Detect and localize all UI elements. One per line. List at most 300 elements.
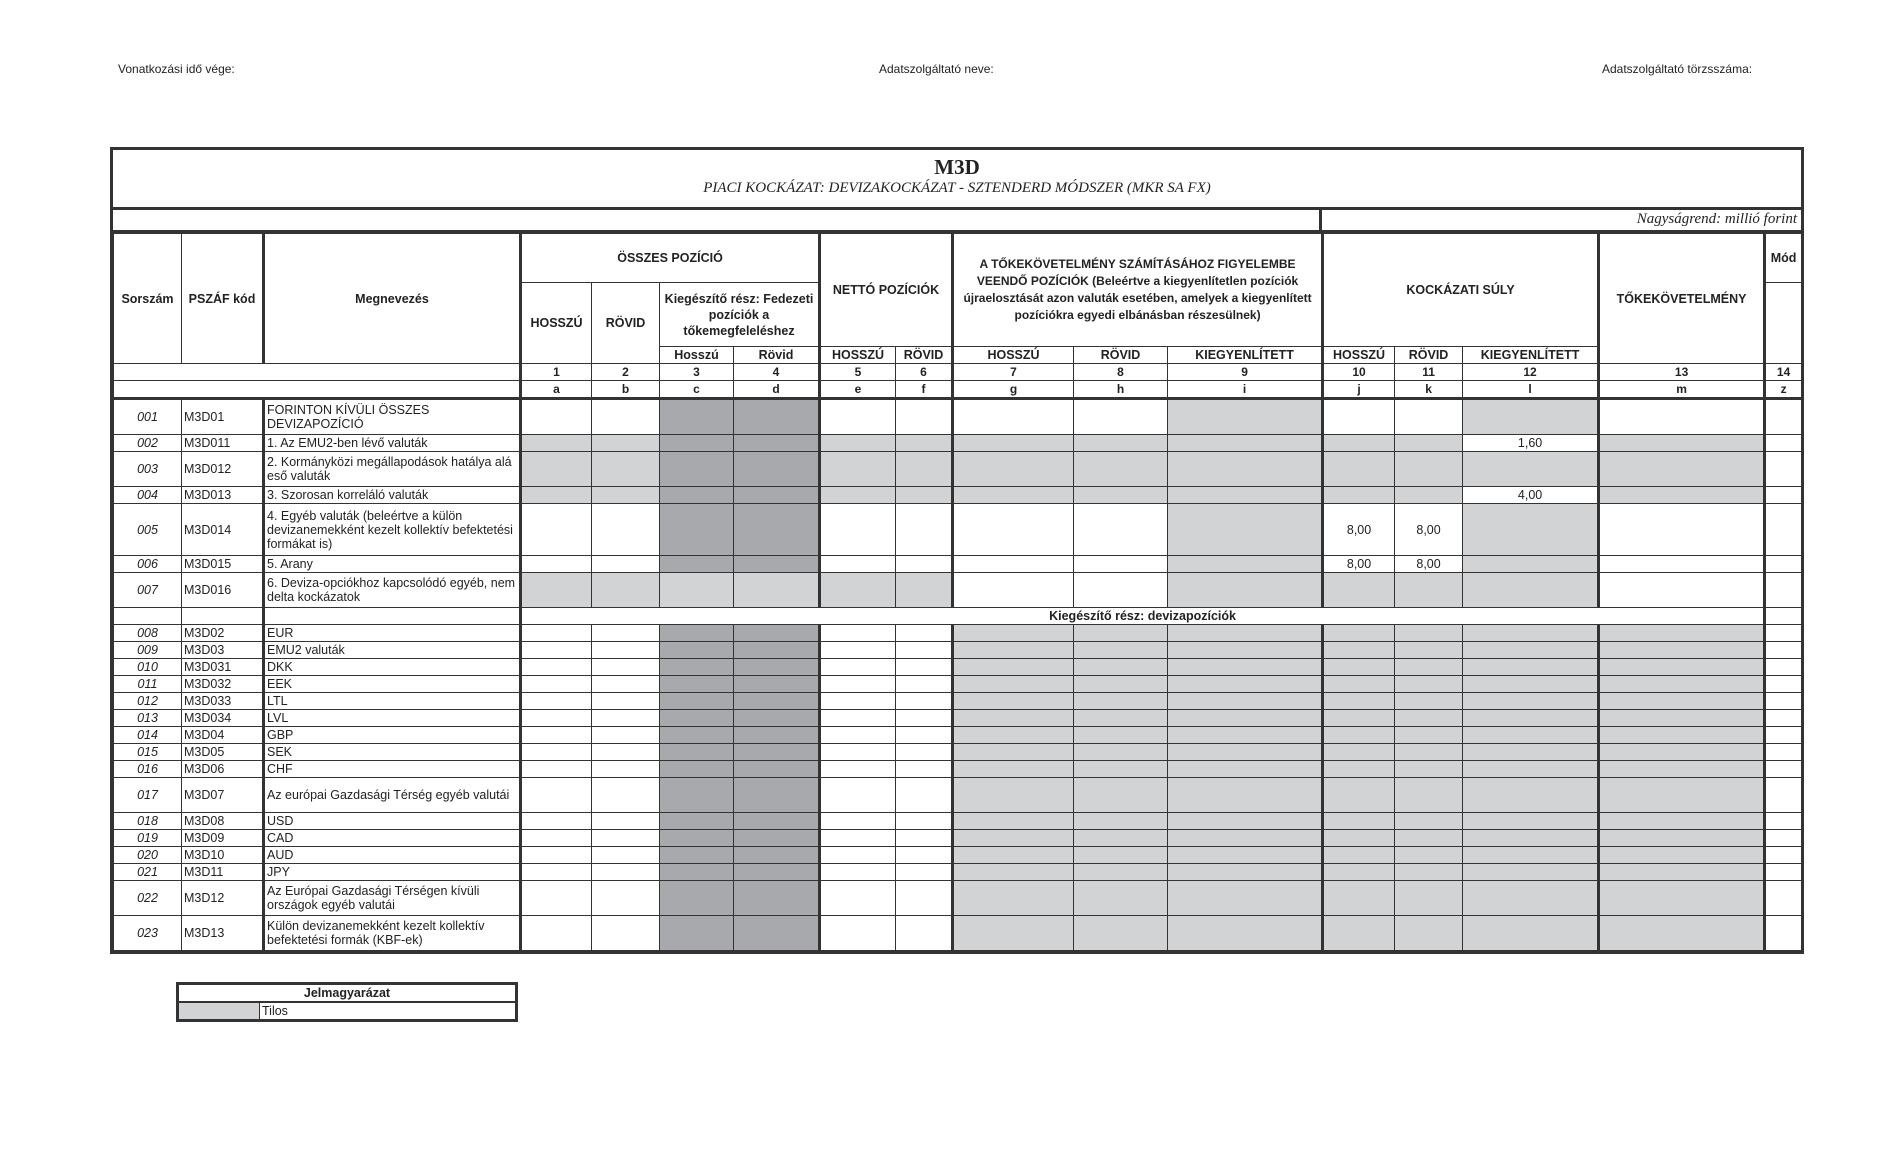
value-cell-j bbox=[1323, 487, 1395, 504]
value-cell-k[interactable]: 8,00 bbox=[1395, 556, 1463, 573]
value-cell-b[interactable] bbox=[592, 830, 660, 847]
value-cell-b[interactable] bbox=[592, 625, 660, 642]
value-cell-e[interactable] bbox=[820, 556, 896, 573]
row-label: EMU2 valuták bbox=[264, 642, 521, 659]
value-cell-m bbox=[1599, 435, 1765, 452]
column-number-11: 11 bbox=[1395, 364, 1463, 381]
value-cell-l bbox=[1463, 864, 1599, 881]
col-head-kiegeszito: Kiegészítő rész: Fedezeti pozíciók a tőkemegfeleléshez bbox=[660, 283, 820, 347]
value-cell-z[interactable] bbox=[1765, 761, 1802, 778]
value-cell-f[interactable] bbox=[896, 710, 953, 727]
value-cell-a[interactable] bbox=[521, 761, 592, 778]
value-cell-k[interactable]: 8,00 bbox=[1395, 504, 1463, 556]
value-cell-l bbox=[1463, 727, 1599, 744]
row-number: 006 bbox=[114, 556, 182, 573]
value-cell-j bbox=[1323, 625, 1395, 642]
value-cell-e bbox=[820, 452, 896, 487]
table-row bbox=[114, 435, 1802, 452]
value-cell-a[interactable] bbox=[521, 830, 592, 847]
value-cell-j bbox=[1323, 710, 1395, 727]
column-letter-b: b bbox=[592, 381, 660, 399]
row-code: M3D011 bbox=[182, 435, 264, 452]
value-cell-f[interactable] bbox=[896, 847, 953, 864]
row-code: M3D013 bbox=[182, 487, 264, 504]
value-cell-b[interactable] bbox=[592, 864, 660, 881]
value-cell-e[interactable] bbox=[820, 693, 896, 710]
value-cell-l[interactable]: 1,60 bbox=[1463, 435, 1599, 452]
value-cell-l bbox=[1463, 710, 1599, 727]
value-cell-h bbox=[1074, 452, 1168, 487]
value-cell-g[interactable] bbox=[953, 399, 1074, 435]
value-cell-b bbox=[592, 487, 660, 504]
value-cell-j bbox=[1323, 435, 1395, 452]
value-cell-i bbox=[1168, 864, 1323, 881]
value-cell-b[interactable] bbox=[592, 642, 660, 659]
value-cell-d bbox=[734, 744, 820, 761]
column-number-7: 7 bbox=[953, 364, 1074, 381]
value-cell-c bbox=[660, 504, 734, 556]
value-cell-e[interactable] bbox=[820, 727, 896, 744]
value-cell-a[interactable] bbox=[521, 744, 592, 761]
value-cell-z[interactable] bbox=[1765, 659, 1802, 676]
value-cell-m[interactable] bbox=[1599, 573, 1765, 608]
value-cell-z[interactable] bbox=[1765, 830, 1802, 847]
value-cell-l bbox=[1463, 744, 1599, 761]
row-number: 023 bbox=[114, 916, 182, 951]
value-cell-c bbox=[660, 813, 734, 830]
value-cell-a[interactable] bbox=[521, 864, 592, 881]
row-code: M3D04 bbox=[182, 727, 264, 744]
value-cell-c bbox=[660, 659, 734, 676]
value-cell-k bbox=[1395, 573, 1463, 608]
value-cell-b[interactable] bbox=[592, 881, 660, 916]
value-cell-h bbox=[1074, 916, 1168, 951]
row-number: 021 bbox=[114, 864, 182, 881]
value-cell-g bbox=[953, 676, 1074, 693]
value-cell-g bbox=[953, 487, 1074, 504]
row-code: M3D033 bbox=[182, 693, 264, 710]
row-label: EUR bbox=[264, 625, 521, 642]
value-cell-a bbox=[521, 573, 592, 608]
value-cell-b[interactable] bbox=[592, 504, 660, 556]
column-number-10: 10 bbox=[1323, 364, 1395, 381]
value-cell-m bbox=[1599, 761, 1765, 778]
value-cell-b[interactable] bbox=[592, 847, 660, 864]
value-cell-b[interactable] bbox=[592, 744, 660, 761]
row-label: 6. Deviza-opciókhoz kapcsolódó egyéb, nem delta kockázatok bbox=[264, 573, 521, 608]
value-cell-a[interactable] bbox=[521, 625, 592, 642]
value-cell-a[interactable] bbox=[521, 916, 592, 951]
row-number: 005 bbox=[114, 504, 182, 556]
row-number: 013 bbox=[114, 710, 182, 727]
value-cell-f[interactable] bbox=[896, 399, 953, 435]
value-cell-z[interactable] bbox=[1765, 487, 1802, 504]
column-number-1: 1 bbox=[521, 364, 592, 381]
value-cell-l bbox=[1463, 830, 1599, 847]
value-cell-j bbox=[1323, 813, 1395, 830]
value-cell-h bbox=[1074, 813, 1168, 830]
value-cell-e[interactable] bbox=[820, 847, 896, 864]
sub-section-caption-row bbox=[114, 608, 1802, 625]
value-cell-f[interactable] bbox=[896, 625, 953, 642]
col-head-mod: Mód bbox=[1765, 234, 1802, 283]
legend bbox=[176, 982, 518, 1022]
legend-title: Jelmagyarázat bbox=[179, 985, 515, 1003]
value-cell-h bbox=[1074, 659, 1168, 676]
col-head-pszaf-kod: PSZÁF kód bbox=[182, 234, 264, 364]
value-cell-a bbox=[521, 487, 592, 504]
period-end-label: Vonatkozási idő vége: bbox=[118, 62, 235, 76]
value-cell-j[interactable] bbox=[1323, 399, 1395, 435]
value-cell-e[interactable] bbox=[820, 676, 896, 693]
value-cell-h[interactable] bbox=[1074, 556, 1168, 573]
value-cell-i bbox=[1168, 847, 1323, 864]
value-cell-i bbox=[1168, 504, 1323, 556]
value-cell-f[interactable] bbox=[896, 881, 953, 916]
value-cell-f[interactable] bbox=[896, 642, 953, 659]
row-number: 010 bbox=[114, 659, 182, 676]
value-cell-g bbox=[953, 881, 1074, 916]
value-cell-f[interactable] bbox=[896, 727, 953, 744]
value-cell-m bbox=[1599, 710, 1765, 727]
value-cell-a[interactable] bbox=[521, 778, 592, 813]
row-label: USD bbox=[264, 813, 521, 830]
value-cell-a[interactable] bbox=[521, 676, 592, 693]
value-cell-k bbox=[1395, 727, 1463, 744]
value-cell-e[interactable] bbox=[820, 813, 896, 830]
value-cell-f[interactable] bbox=[896, 778, 953, 813]
value-cell-f[interactable] bbox=[896, 916, 953, 951]
value-cell-g bbox=[953, 864, 1074, 881]
value-cell-e[interactable] bbox=[820, 830, 896, 847]
value-cell-f[interactable] bbox=[896, 676, 953, 693]
value-cell-e[interactable] bbox=[820, 710, 896, 727]
value-cell-z[interactable] bbox=[1765, 847, 1802, 864]
table-row bbox=[114, 676, 1802, 693]
row-label: 4. Egyéb valuták (beleértve a külön devizanemekként kezelt kollektív befektetési formákat is) bbox=[264, 504, 521, 556]
value-cell-f[interactable] bbox=[896, 693, 953, 710]
value-cell-k bbox=[1395, 864, 1463, 881]
value-cell-j bbox=[1323, 642, 1395, 659]
value-cell-h bbox=[1074, 676, 1168, 693]
value-cell-d bbox=[734, 778, 820, 813]
value-cell-g bbox=[953, 813, 1074, 830]
value-cell-e[interactable] bbox=[820, 659, 896, 676]
value-cell-m bbox=[1599, 916, 1765, 951]
value-cell-e[interactable] bbox=[820, 881, 896, 916]
value-cell-h[interactable] bbox=[1074, 504, 1168, 556]
value-cell-j bbox=[1323, 744, 1395, 761]
value-cell-i bbox=[1168, 693, 1323, 710]
value-cell-j bbox=[1323, 881, 1395, 916]
value-cell-f[interactable] bbox=[896, 761, 953, 778]
value-cell-j bbox=[1323, 452, 1395, 487]
col-head-sorszam: Sorszám bbox=[114, 234, 182, 364]
value-cell-z[interactable] bbox=[1765, 556, 1802, 573]
table-row bbox=[114, 710, 1802, 727]
value-cell-a[interactable] bbox=[521, 556, 592, 573]
column-letter-m: m bbox=[1599, 381, 1765, 399]
value-cell-c bbox=[660, 778, 734, 813]
row-code: M3D10 bbox=[182, 847, 264, 864]
value-cell-a[interactable] bbox=[521, 813, 592, 830]
column-number-12: 12 bbox=[1463, 364, 1599, 381]
value-cell-a[interactable] bbox=[521, 693, 592, 710]
column-number-9: 9 bbox=[1168, 364, 1323, 381]
row-number: 011 bbox=[114, 676, 182, 693]
value-cell-c bbox=[660, 676, 734, 693]
value-cell-g bbox=[953, 435, 1074, 452]
value-cell-d bbox=[734, 881, 820, 916]
value-cell-f[interactable] bbox=[896, 744, 953, 761]
value-cell-i bbox=[1168, 778, 1323, 813]
value-cell-z[interactable] bbox=[1765, 916, 1802, 951]
value-cell-g bbox=[953, 710, 1074, 727]
value-cell-h bbox=[1074, 864, 1168, 881]
value-cell-b[interactable] bbox=[592, 676, 660, 693]
value-cell-d bbox=[734, 847, 820, 864]
value-cell-e[interactable] bbox=[820, 916, 896, 951]
legend-swatch-forbidden bbox=[179, 1003, 260, 1019]
value-cell-i bbox=[1168, 916, 1323, 951]
column-letter-d: d bbox=[734, 381, 820, 399]
value-cell-l bbox=[1463, 659, 1599, 676]
unit-label: Nagyságrend: millió forint bbox=[1636, 211, 1797, 227]
row-number: 020 bbox=[114, 847, 182, 864]
value-cell-a[interactable] bbox=[521, 847, 592, 864]
value-cell-a bbox=[521, 452, 592, 487]
value-cell-j bbox=[1323, 659, 1395, 676]
value-cell-z[interactable] bbox=[1765, 813, 1802, 830]
value-cell-j[interactable]: 8,00 bbox=[1323, 504, 1395, 556]
value-cell-i bbox=[1168, 830, 1323, 847]
value-cell-f[interactable] bbox=[896, 504, 953, 556]
value-cell-l bbox=[1463, 778, 1599, 813]
value-cell-z[interactable] bbox=[1765, 744, 1802, 761]
value-cell-l bbox=[1463, 556, 1599, 573]
row-label: EEK bbox=[264, 676, 521, 693]
value-cell-i bbox=[1168, 813, 1323, 830]
value-cell-m bbox=[1599, 864, 1765, 881]
row-code: M3D015 bbox=[182, 556, 264, 573]
value-cell-e[interactable] bbox=[820, 864, 896, 881]
value-cell-g bbox=[953, 744, 1074, 761]
table-row bbox=[114, 625, 1802, 642]
value-cell-a[interactable] bbox=[521, 642, 592, 659]
value-cell-m bbox=[1599, 452, 1765, 487]
value-cell-i bbox=[1168, 573, 1323, 608]
value-cell-e[interactable] bbox=[820, 778, 896, 813]
value-cell-b[interactable] bbox=[592, 916, 660, 951]
value-cell-m bbox=[1599, 487, 1765, 504]
value-cell-a[interactable] bbox=[521, 710, 592, 727]
value-cell-g bbox=[953, 847, 1074, 864]
value-cell-h bbox=[1074, 881, 1168, 916]
value-cell-b[interactable] bbox=[592, 556, 660, 573]
value-cell-c bbox=[660, 556, 734, 573]
column-letter-a: a bbox=[521, 381, 592, 399]
value-cell-e[interactable] bbox=[820, 399, 896, 435]
value-cell-c bbox=[660, 830, 734, 847]
value-cell-c bbox=[660, 881, 734, 916]
table-row bbox=[114, 693, 1802, 710]
row-label: LVL bbox=[264, 710, 521, 727]
value-cell-z[interactable] bbox=[1765, 625, 1802, 642]
value-cell-m bbox=[1599, 881, 1765, 916]
value-cell-e[interactable] bbox=[820, 504, 896, 556]
value-cell-z[interactable] bbox=[1765, 573, 1802, 608]
value-cell-d bbox=[734, 676, 820, 693]
value-cell-h bbox=[1074, 727, 1168, 744]
value-cell-f bbox=[896, 573, 953, 608]
value-cell-e bbox=[820, 435, 896, 452]
column-number-5: 5 bbox=[820, 364, 896, 381]
value-cell-g bbox=[953, 625, 1074, 642]
table-row bbox=[114, 778, 1802, 813]
row-code: M3D06 bbox=[182, 761, 264, 778]
value-cell-h bbox=[1074, 693, 1168, 710]
row-number: 014 bbox=[114, 727, 182, 744]
value-cell-e[interactable] bbox=[820, 625, 896, 642]
value-cell-z[interactable] bbox=[1765, 881, 1802, 916]
value-cell-k bbox=[1395, 813, 1463, 830]
value-cell-k bbox=[1395, 435, 1463, 452]
row-number: 015 bbox=[114, 744, 182, 761]
value-cell-k[interactable] bbox=[1395, 399, 1463, 435]
value-cell-e[interactable] bbox=[820, 642, 896, 659]
value-cell-h[interactable] bbox=[1074, 573, 1168, 608]
value-cell-d bbox=[734, 399, 820, 435]
col-head-netto-rovid: RÖVID bbox=[896, 347, 953, 364]
provider-id-label: Adatszolgáltató törzsszáma: bbox=[1602, 62, 1753, 76]
value-cell-h bbox=[1074, 435, 1168, 452]
value-cell-c bbox=[660, 399, 734, 435]
value-cell-m[interactable] bbox=[1599, 504, 1765, 556]
value-cell-g bbox=[953, 693, 1074, 710]
table-row bbox=[114, 847, 1802, 864]
value-cell-j[interactable]: 8,00 bbox=[1323, 556, 1395, 573]
value-cell-c bbox=[660, 573, 734, 608]
value-cell-l[interactable]: 4,00 bbox=[1463, 487, 1599, 504]
col-head-rovid: RÖVID bbox=[592, 283, 660, 364]
value-cell-l bbox=[1463, 693, 1599, 710]
row-label: AUD bbox=[264, 847, 521, 864]
position-table bbox=[113, 233, 1802, 951]
column-letter-f: f bbox=[896, 381, 953, 399]
value-cell-d bbox=[734, 487, 820, 504]
legend-label-forbidden: Tilos bbox=[262, 1004, 288, 1018]
value-cell-a[interactable] bbox=[521, 399, 592, 435]
value-cell-b[interactable] bbox=[592, 659, 660, 676]
value-cell-d bbox=[734, 573, 820, 608]
value-cell-e[interactable] bbox=[820, 761, 896, 778]
value-cell-k bbox=[1395, 778, 1463, 813]
value-cell-z[interactable] bbox=[1765, 864, 1802, 881]
value-cell-m bbox=[1599, 625, 1765, 642]
row-label: LTL bbox=[264, 693, 521, 710]
value-cell-m bbox=[1599, 744, 1765, 761]
value-cell-m[interactable] bbox=[1599, 399, 1765, 435]
value-cell-e[interactable] bbox=[820, 744, 896, 761]
form-subtitle: PIACI KOCKÁZAT: DEVIZAKOCKÁZAT - SZTENDERD MÓDSZER (MKR SA FX) bbox=[703, 180, 1211, 196]
value-cell-j bbox=[1323, 847, 1395, 864]
value-cell-b[interactable] bbox=[592, 761, 660, 778]
value-cell-i bbox=[1168, 710, 1323, 727]
sub-section-caption: Kiegészítő rész: devizapozíciók bbox=[521, 608, 1765, 625]
value-cell-b[interactable] bbox=[592, 813, 660, 830]
value-cell-f[interactable] bbox=[896, 659, 953, 676]
value-cell-z[interactable] bbox=[1765, 452, 1802, 487]
row-code: M3D032 bbox=[182, 676, 264, 693]
value-cell-f[interactable] bbox=[896, 830, 953, 847]
value-cell-d bbox=[734, 659, 820, 676]
value-cell-z[interactable] bbox=[1765, 642, 1802, 659]
value-cell-z[interactable] bbox=[1765, 727, 1802, 744]
value-cell-g[interactable] bbox=[953, 504, 1074, 556]
value-cell-b[interactable] bbox=[592, 710, 660, 727]
value-cell-h[interactable] bbox=[1074, 399, 1168, 435]
value-cell-z[interactable] bbox=[1765, 710, 1802, 727]
value-cell-h bbox=[1074, 710, 1168, 727]
value-cell-d bbox=[734, 813, 820, 830]
value-cell-z[interactable] bbox=[1765, 676, 1802, 693]
row-number: 022 bbox=[114, 881, 182, 916]
value-cell-c bbox=[660, 452, 734, 487]
row-number: 003 bbox=[114, 452, 182, 487]
value-cell-f[interactable] bbox=[896, 556, 953, 573]
column-number-13: 13 bbox=[1599, 364, 1765, 381]
value-cell-a[interactable] bbox=[521, 727, 592, 744]
value-cell-b[interactable] bbox=[592, 693, 660, 710]
value-cell-m bbox=[1599, 778, 1765, 813]
value-cell-k bbox=[1395, 710, 1463, 727]
value-cell-z[interactable] bbox=[1765, 778, 1802, 813]
value-cell-b[interactable] bbox=[592, 778, 660, 813]
value-cell-g bbox=[953, 452, 1074, 487]
unit-row bbox=[113, 210, 1801, 233]
value-cell-b[interactable] bbox=[592, 727, 660, 744]
value-cell-g[interactable] bbox=[953, 573, 1074, 608]
value-cell-d bbox=[734, 761, 820, 778]
value-cell-k bbox=[1395, 744, 1463, 761]
value-cell-j bbox=[1323, 727, 1395, 744]
value-cell-z[interactable] bbox=[1765, 435, 1802, 452]
value-cell-k bbox=[1395, 625, 1463, 642]
table-row bbox=[114, 830, 1802, 847]
value-cell-l bbox=[1463, 452, 1599, 487]
value-cell-b[interactable] bbox=[592, 399, 660, 435]
col-head-tokekovetelmeny: TŐKEKÖVETELMÉNY bbox=[1599, 234, 1765, 364]
value-cell-b bbox=[592, 573, 660, 608]
value-cell-z[interactable] bbox=[1765, 693, 1802, 710]
value-cell-d bbox=[734, 710, 820, 727]
value-cell-d bbox=[734, 642, 820, 659]
table-row bbox=[114, 864, 1802, 881]
value-cell-m[interactable] bbox=[1599, 556, 1765, 573]
value-cell-z[interactable] bbox=[1765, 504, 1802, 556]
value-cell-a[interactable] bbox=[521, 881, 592, 916]
value-cell-a[interactable] bbox=[521, 659, 592, 676]
value-cell-c bbox=[660, 744, 734, 761]
value-cell-f[interactable] bbox=[896, 864, 953, 881]
col-head-suly-kiegyenlitett: KIEGYENLÍTETT bbox=[1463, 347, 1599, 364]
value-cell-a[interactable] bbox=[521, 504, 592, 556]
value-cell-z[interactable] bbox=[1765, 399, 1802, 435]
value-cell-k bbox=[1395, 693, 1463, 710]
value-cell-f[interactable] bbox=[896, 813, 953, 830]
value-cell-g[interactable] bbox=[953, 556, 1074, 573]
value-cell-l bbox=[1463, 625, 1599, 642]
